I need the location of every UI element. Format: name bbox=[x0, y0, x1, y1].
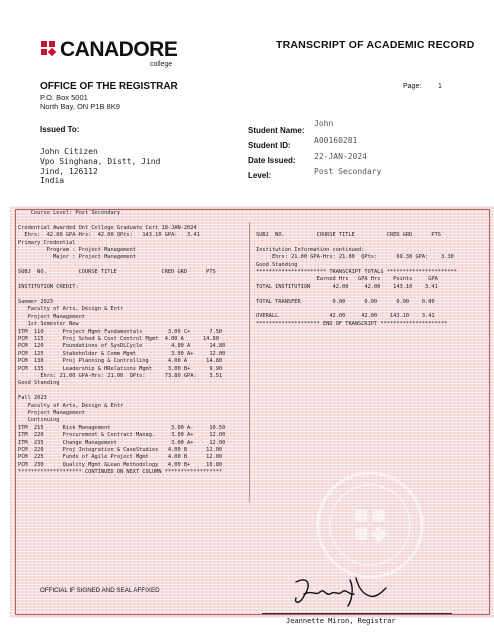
registrar-name: Jeannette Miron, Registrar bbox=[286, 617, 396, 625]
page-number: 1 bbox=[438, 83, 442, 90]
transcript-left-line: PCM 130 Proj Planning & Controlling 4.00 A 14.80 bbox=[18, 358, 223, 365]
transcript-left-line bbox=[18, 262, 225, 269]
student-name-value: John bbox=[314, 119, 334, 128]
transcript-left-line: ITM 235 Change Management 3.00 A+ 12.00 bbox=[18, 439, 226, 446]
signature-line bbox=[262, 613, 452, 614]
transcript-left-line: PCM 115 Proj Sched & Cost Control Mgmt 4.00 A 14.80 bbox=[18, 335, 219, 342]
transcript-left-line bbox=[18, 388, 225, 395]
student-id-value: A00160281 bbox=[314, 136, 358, 145]
student-name-label: Student Name: bbox=[248, 126, 305, 135]
transcript-right-line bbox=[256, 291, 457, 298]
column-divider bbox=[249, 222, 250, 502]
transcript-left-line: 1st Semester New bbox=[18, 321, 79, 328]
date-issued-label: Date Issued: bbox=[248, 156, 296, 165]
transcript-right-line: TOTAL TRANSFER 0.00 0.00 0.00 0.00 bbox=[256, 298, 435, 305]
office-heading: OFFICE OF THE REGISTRAR bbox=[40, 81, 178, 92]
brand-name: CANADORE bbox=[60, 38, 178, 61]
transcript-left-line: Credential Awarded Ont College Graduate Cert 18-JAN-2024 bbox=[18, 224, 197, 231]
transcript-left-column bbox=[18, 210, 225, 477]
transcript-left-line: Project Management bbox=[18, 313, 85, 320]
transcript-left-line bbox=[18, 291, 225, 298]
document-title: TRANSCRIPT OF ACADEMIC RECORD bbox=[276, 39, 475, 51]
transcript-right-line: Earned Hrs GPA Hrs Points GPA bbox=[256, 276, 438, 283]
transcript-left-line: Project Management bbox=[18, 409, 85, 416]
transcript-right-line: Institution Information continued: bbox=[256, 246, 365, 253]
transcript-left-line: PCM 120 Foundations of SysDLCycle 4.00 A 14.80 bbox=[18, 343, 226, 350]
issued-to-line-1: John Citizen bbox=[40, 147, 98, 156]
transcript-left-line: Fall 2023 bbox=[18, 395, 47, 402]
transcript-right-line: ********************** TRANSCRIPT TOTALS ********************** bbox=[256, 269, 457, 276]
address-line-2: North Bay, ON P1B 8K9 bbox=[40, 102, 120, 111]
transcript-right-line: Ehrs: 21.00 GPA-Hrs: 21.00 QPts: 69.30 GPA: 3.30 bbox=[256, 254, 454, 261]
transcript-left-line: Faculty of Arts, Design & Entr bbox=[18, 402, 124, 409]
brand-subtitle: college bbox=[150, 61, 173, 68]
canadore-logo-mark bbox=[40, 40, 60, 60]
transcript-left-line: Major : Project Management bbox=[18, 254, 136, 261]
transcript-left-line: Good Standing bbox=[18, 380, 60, 387]
transcript-left-line bbox=[18, 217, 225, 224]
issued-to-line-3: Jind, 126112 bbox=[40, 167, 98, 176]
official-seal-note: OFFICIAL IF SIGNED AND SEAL AFFIXED bbox=[40, 587, 160, 594]
level-value: Post Secondary bbox=[314, 167, 382, 176]
address-line-1: P.O. Box 5001 bbox=[40, 93, 88, 102]
transcript-left-line: Ehrs: 42.00 GPA-Hrs: 42.00 QPts: 143.10 GPA: 3.41 bbox=[18, 232, 200, 239]
transcript-left-line: ITM 110 Project Mgmt Fundamentals 3.00 C+ 7.50 bbox=[18, 328, 223, 335]
transcript-left-line: Faculty of Arts, Design & Entr bbox=[18, 306, 124, 313]
level-label: Level: bbox=[248, 171, 272, 180]
registrar-signature bbox=[290, 574, 390, 610]
issued-to-line-4: India bbox=[40, 176, 65, 185]
issued-to-label: Issued To: bbox=[40, 125, 80, 134]
date-issued-value: 22-JAN-2024 bbox=[314, 152, 367, 161]
transcript-left-line: Primary Credential bbox=[18, 239, 76, 246]
transcript-left-line: PCM 230 Quality Mgmt &Lean Methodology 4.00 B+ 10.80 bbox=[18, 461, 223, 468]
transcript-left-line: ******************** CONTINUED ON NEXT COLUMN ****************** bbox=[18, 469, 223, 476]
transcript-left-line bbox=[18, 277, 225, 284]
transcript-left-line: ITM 215 Risk Management 3.00 A- 10.50 bbox=[18, 424, 226, 431]
transcript-left-line: SUBJ NO. COURSE TITLE CRED GRD PTS bbox=[18, 269, 216, 276]
transcript-left-line: PCM 125 Stakeholder & Comm Mgmt 3.00 A+ 12.00 bbox=[18, 350, 226, 357]
issued-to-line-2: Vpo Singhana, Distt, Jind bbox=[40, 157, 161, 166]
transcript-left-line: Ehrs: 21.00 GPA-Hrs: 21.00 QPts: 73.80 GPA: 3.51 bbox=[18, 372, 223, 379]
transcript-left-line: Course Level: Post Secondary bbox=[18, 210, 121, 216]
transcript-right-line: Good Standing bbox=[256, 261, 298, 268]
transcript-right-column bbox=[256, 232, 457, 328]
transcript-right-line bbox=[256, 239, 457, 246]
college-seal-watermark bbox=[315, 470, 425, 580]
transcript-left-line: Continuing bbox=[18, 417, 60, 424]
student-id-label: Student ID: bbox=[248, 141, 291, 150]
transcript-left-line: PCM 220 Proj Integration & CaseStudies 4.00 B 12.00 bbox=[18, 447, 223, 453]
transcript-left-line: PCM 135 Leadership & HRelations Mgmt 3.00 B+ 9.90 bbox=[18, 365, 223, 372]
transcript-left-line: Summer 2023 bbox=[18, 298, 54, 305]
transcript-left-line: INSTITUTION CREDIT: bbox=[18, 284, 79, 291]
page-label: Page: bbox=[403, 83, 422, 90]
transcript-right-line: ******************** END OF TRANSCRIPT ********************* bbox=[256, 320, 448, 327]
transcript-left-line: PCM 225 Funds of Agile Project Mgmt 4.00 B 12.00 bbox=[18, 454, 223, 461]
transcript-left-line: ITM 220 Procurement & Contract Manag. 3.00 A+ 12.00 bbox=[18, 432, 226, 439]
transcript-left-line: Program : Project Management bbox=[18, 247, 136, 254]
transcript-right-line: SUBJ NO. COURSE TITLE CRED GRD PTS bbox=[256, 232, 441, 238]
transcript-right-line: OVERALL 42.00 42.00 143.10 3.41 bbox=[256, 313, 435, 320]
transcript-right-line bbox=[256, 306, 457, 313]
transcript-right-line: TOTAL INSTITUTION 42.00 42.00 143.10 3.41 bbox=[256, 283, 438, 290]
